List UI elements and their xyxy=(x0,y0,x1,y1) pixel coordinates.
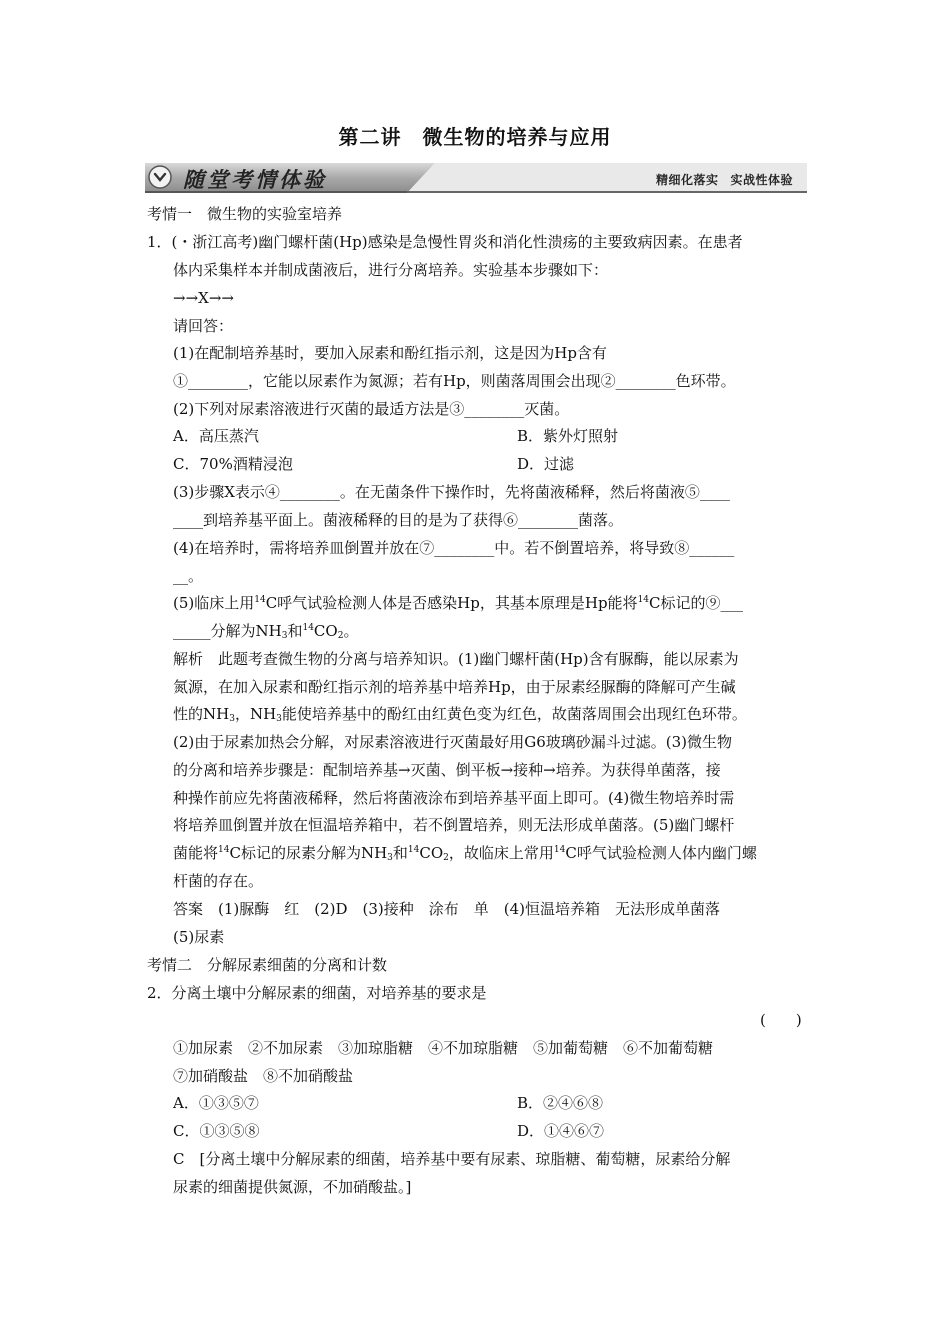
answer-text: 答案 (1)脲酶 红 (2)D (3)接种 涂布 单 (4)恒温培养箱 无法形成单菌落 xyxy=(173,900,721,918)
sub-question: (4)在培养时，需将培养皿倒置并放在⑦________中。若不倒置培养，将导致⑧______ xyxy=(173,539,735,557)
sub-question: (3)步骤X表示④________。在无菌条件下操作时，先将菌液稀释，然后将菌液⑤____ xyxy=(173,483,730,501)
section-banner xyxy=(145,163,807,193)
sub-question: __。 xyxy=(173,567,204,585)
condition-list: ⑦加硝酸盐 ⑧不加硝酸盐 xyxy=(173,1067,354,1085)
section-heading: 考情一 微生物的实验室培养 xyxy=(147,205,343,223)
analysis-text: 氮源，在加入尿素和酚红指示剂的培养基中培养Hp，由于尿素经脲酶的降解可产生碱 xyxy=(173,678,736,696)
option-a: A．高压蒸汽 xyxy=(173,427,259,445)
option-c: C．70%酒精浸泡 xyxy=(173,455,293,473)
explanation-text: 尿素的细菌提供氮源，不加硝酸盐。] xyxy=(173,1178,412,1196)
question-stem: 2．分离土壤中分解尿素的细菌，对培养基的要求是 xyxy=(147,984,487,1002)
answer-text: (5)尿素 xyxy=(173,928,225,946)
question-prompt: 请回答： xyxy=(173,317,234,335)
question-stem: 1．(・浙江高考)幽门螺杆菌(Hp)感染是急慢性胃炎和消化性溃疡的主要致病因素。在患者 xyxy=(147,233,743,251)
section-heading: 考情二 分解尿素细菌的分离和计数 xyxy=(147,956,388,974)
option-c: C．①③⑤⑧ xyxy=(173,1122,260,1140)
sub-question: (2)下列对尿素溶液进行灭菌的最适方法是③________灭菌。 xyxy=(173,400,570,418)
analysis-text: 解析 此题考查微生物的分离与培养知识。(1)幽门螺杆菌(Hp)含有脲酶，能以尿素为 xyxy=(173,650,739,668)
sub-question: (1)在配制培养基时，要加入尿素和酚红指示剂，这是因为Hp含有 xyxy=(173,344,607,362)
sub-question: ____到培养基平面上。菌液稀释的目的是为了获得⑥________菌落。 xyxy=(173,511,624,529)
condition-list: ①加尿素 ②不加尿素 ③加琼脂糖 ④不加琼脂糖 ⑤加葡萄糖 ⑥不加葡萄糖 xyxy=(173,1039,714,1057)
analysis-text: 性的$NH_3$，$NH_3$能使培养基中的酚红由红黄色变为红色，故菌落周围会出现红色环带。 xyxy=(173,705,747,724)
analysis-text: 菌能将$^{14}$C标记的尿素分解为$NH_3$和$^{14}CO_2$，故临床上常用$^{14}$C呼气试验检测人体内幽门螺 xyxy=(173,844,757,863)
analysis-text: (2)由于尿素加热会分解，对尿素溶液进行灭菌最好用G6玻璃砂漏斗过滤。(3)微生物 xyxy=(173,733,733,751)
option-d: D．①④⑥⑦ xyxy=(517,1122,605,1140)
option-b: B．②④⑥⑧ xyxy=(517,1094,604,1112)
option-d: D．过滤 xyxy=(517,455,575,473)
experiment-steps: →→X→→ xyxy=(173,289,234,307)
option-b: B．紫外灯照射 xyxy=(517,427,619,445)
banner-tag: 实战性体验 xyxy=(730,173,793,187)
sub-question: ①________，它能以尿素作为氮源；若有Hp，则菌落周围会出现②________色环带。 xyxy=(173,372,736,390)
analysis-text: 杆菌的存在。 xyxy=(173,872,264,890)
banner-tags xyxy=(656,171,793,188)
sub-question: _____分解为$NH_3$和$^{14}CO_2$。 xyxy=(173,622,359,641)
explanation-text: C [分离土壤中分解尿素的细菌，培养基中要有尿素、琼脂糖、葡萄糖，尿素给分解 xyxy=(173,1150,731,1168)
question-stem: 体内采集样本并制成菌液后，进行分离培养。实验基本步骤如下： xyxy=(173,261,609,279)
answer-bracket: ( ) xyxy=(760,1011,802,1029)
option-a: A．①③⑤⑦ xyxy=(173,1094,259,1112)
analysis-text: 种操作前应先将菌液稀释，然后将菌液涂布到培养基平面上即可。(4)微生物培养时需 xyxy=(173,789,735,807)
analysis-text: 的分离和培养步骤是：配制培养基→灭菌、倒平板→接种→培养。为获得单菌落，接 xyxy=(173,761,721,779)
banner-tag: 精细化落实 xyxy=(655,173,719,187)
analysis-text: 将培养皿倒置并放在恒温培养箱中，若不倒置培养，则无法形成单菌落。(5)幽门螺杆 xyxy=(173,816,735,834)
page-title: 第二讲 微生物的培养与应用 xyxy=(338,125,612,149)
banner-title: 随堂考情体验 xyxy=(183,168,327,192)
sub-question: (5)临床上用$^{14}$C呼气试验检测人体是否感染Hp，其基本原理是Hp能将$^{14}$C标记的⑨___ xyxy=(173,594,743,612)
